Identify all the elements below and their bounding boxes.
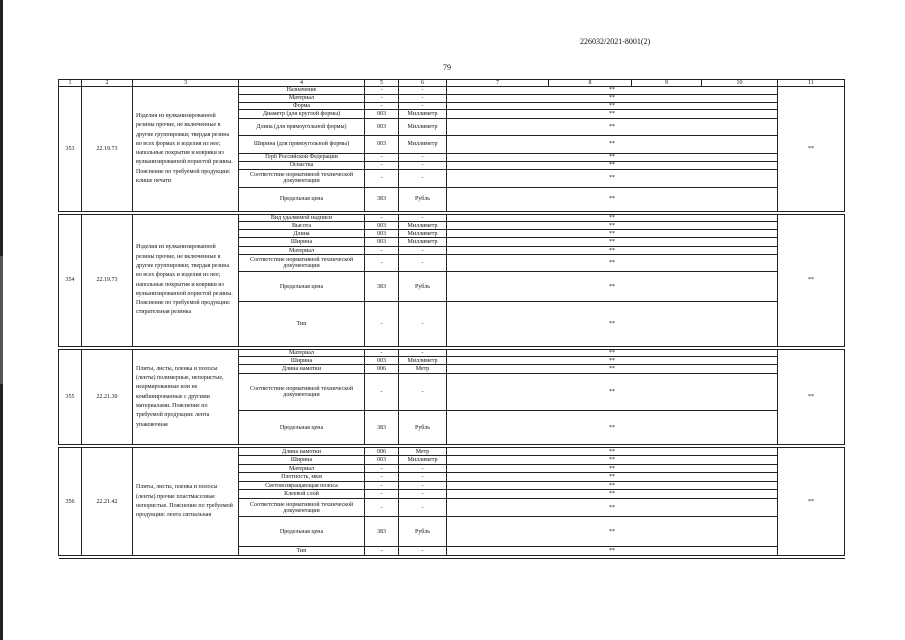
characteristic-value: ** bbox=[447, 272, 778, 302]
characteristic-value: ** bbox=[447, 87, 778, 94]
unit-name: Рубль bbox=[399, 517, 447, 547]
characteristic-value: ** bbox=[447, 214, 778, 221]
unit-name: - bbox=[399, 255, 447, 272]
unit-name: Рубль bbox=[399, 411, 447, 445]
characteristic-name: Предельная цена bbox=[239, 187, 365, 211]
unit-name: Рубль bbox=[399, 187, 447, 211]
characteristic-name: Тип bbox=[239, 302, 365, 347]
unit-code: - bbox=[365, 102, 399, 109]
characteristic-value: ** bbox=[447, 482, 778, 490]
unit-name: - bbox=[399, 247, 447, 255]
unit-name: - bbox=[399, 214, 447, 221]
characteristic-value: ** bbox=[447, 153, 778, 161]
unit-code: 003 bbox=[365, 456, 399, 465]
unit-name: - bbox=[399, 482, 447, 490]
unit-code: - bbox=[365, 94, 399, 102]
separator-cell bbox=[59, 556, 845, 559]
characteristic-value: ** bbox=[447, 118, 778, 135]
unit-code: 003 bbox=[365, 357, 399, 365]
header-cell: 11 bbox=[778, 80, 845, 87]
characteristic-name: Герб Российской Федерации bbox=[239, 153, 365, 161]
characteristic-value: ** bbox=[447, 247, 778, 255]
header-cell: 4 bbox=[239, 80, 365, 87]
characteristic-value: ** bbox=[447, 490, 778, 499]
okpd2-code: 22.21.30 bbox=[82, 350, 133, 445]
characteristic-name: Материал bbox=[239, 350, 365, 357]
characteristic-value: ** bbox=[447, 222, 778, 230]
unit-code: - bbox=[365, 465, 399, 473]
characteristic-value: ** bbox=[447, 365, 778, 374]
characteristic-name: Диаметр (для круглой формы) bbox=[239, 109, 365, 118]
okpd2-code: 22.19.73 bbox=[82, 87, 133, 212]
entry-number: 355 bbox=[59, 350, 82, 445]
entry-number: 356 bbox=[59, 448, 82, 556]
page-number: 79 bbox=[443, 63, 451, 72]
characteristic-value: ** bbox=[447, 499, 778, 517]
characteristic-value: ** bbox=[447, 230, 778, 238]
entry-description: Плиты, листы, пленка и полосы (ленты) полимерные, непористые, неармированные или не комбинированные с другими материалами. Пояснение по требуемой продукции: лента упаковочная bbox=[133, 350, 239, 445]
characteristic-name: Клеевой слой bbox=[239, 490, 365, 499]
characteristic-value: ** bbox=[447, 109, 778, 118]
characteristic-value: ** bbox=[447, 448, 778, 456]
unit-name: - bbox=[399, 94, 447, 102]
unit-code: 383 bbox=[365, 272, 399, 302]
entry-description: Изделия из вулканизированной резины прочие, не включенные в другие группировки; твердая резина во всех формах и изделия из нее; напольные покрытия и коврики из вулканизированной пористой резины. Пояснение по требуемой продукции: клише печати bbox=[133, 87, 239, 212]
unit-code: 383 bbox=[365, 517, 399, 547]
unit-code: - bbox=[365, 350, 399, 357]
unit-name: - bbox=[399, 374, 447, 411]
characteristic-value: ** bbox=[447, 374, 778, 411]
characteristic-value: ** bbox=[447, 411, 778, 445]
table-row bbox=[59, 87, 845, 94]
unit-code: 383 bbox=[365, 187, 399, 211]
unit-name: - bbox=[399, 302, 447, 347]
unit-name: Миллиметр bbox=[399, 222, 447, 230]
unit-name: - bbox=[399, 102, 447, 109]
characteristic-name: Соответствие нормативной технической документации bbox=[239, 374, 365, 411]
entry-number: 353 bbox=[59, 87, 82, 212]
unit-code: - bbox=[365, 255, 399, 272]
unit-code: - bbox=[365, 499, 399, 517]
unit-name: Миллиметр bbox=[399, 357, 447, 365]
characteristic-name: Материал bbox=[239, 247, 365, 255]
unit-code: 003 bbox=[365, 135, 399, 153]
unit-code: - bbox=[365, 214, 399, 221]
unit-code: - bbox=[365, 153, 399, 161]
unit-name: - bbox=[399, 350, 447, 357]
unit-name: - bbox=[399, 153, 447, 161]
header-cell: 6 bbox=[399, 80, 447, 87]
unit-code: - bbox=[365, 87, 399, 94]
unit-name: - bbox=[399, 465, 447, 473]
binding-edge bbox=[0, 0, 3, 640]
unit-code: - bbox=[365, 169, 399, 187]
unit-name: - bbox=[399, 473, 447, 482]
unit-code: 003 bbox=[365, 230, 399, 238]
unit-code: - bbox=[365, 247, 399, 255]
entry-separator bbox=[59, 556, 845, 559]
characteristic-name: Высота bbox=[239, 222, 365, 230]
unit-name: - bbox=[399, 490, 447, 499]
table-body bbox=[59, 87, 845, 559]
header-row bbox=[59, 80, 845, 87]
entry-description: Плиты, листы, пленка и полосы (ленты) прочие пластмассовые непористые. Пояснение по требуемой продукции: лента сигнальная bbox=[133, 448, 239, 556]
characteristic-name: Вид удаляемой надписи bbox=[239, 214, 365, 221]
okpd2-code: 22.19.73 bbox=[82, 214, 133, 346]
unit-code: 383 bbox=[365, 411, 399, 445]
characteristic-name: Материал bbox=[239, 465, 365, 473]
unit-name: Метр bbox=[399, 448, 447, 456]
justification-cell: ** bbox=[778, 214, 845, 346]
unit-code: - bbox=[365, 482, 399, 490]
characteristic-name: Длина bbox=[239, 230, 365, 238]
unit-name: Метр bbox=[399, 365, 447, 374]
okpd2-code: 22.21.42 bbox=[82, 448, 133, 556]
header-cell: 2 bbox=[82, 80, 133, 87]
characteristic-value: ** bbox=[447, 456, 778, 465]
unit-name: Миллиметр bbox=[399, 135, 447, 153]
unit-code: 006 bbox=[365, 365, 399, 374]
characteristic-name: Плотность, мкм bbox=[239, 473, 365, 482]
unit-code: - bbox=[365, 161, 399, 169]
header-cell: 8 bbox=[549, 80, 632, 87]
unit-code: - bbox=[365, 473, 399, 482]
header-cell: 1 bbox=[59, 80, 82, 87]
unit-code: 003 bbox=[365, 222, 399, 230]
header-cell: 7 bbox=[447, 80, 549, 87]
table-row bbox=[59, 448, 845, 456]
table-row bbox=[59, 214, 845, 221]
characteristic-name: Предельная цена bbox=[239, 517, 365, 547]
characteristic-name: Предельная цена bbox=[239, 411, 365, 445]
characteristic-value: ** bbox=[447, 357, 778, 365]
document-number: 226032/2021-8001(2) bbox=[580, 37, 651, 46]
entry-number: 354 bbox=[59, 214, 82, 346]
justification-cell: ** bbox=[778, 87, 845, 212]
unit-code: 006 bbox=[365, 448, 399, 456]
characteristic-name: Оснастка bbox=[239, 161, 365, 169]
unit-name: Миллиметр bbox=[399, 456, 447, 465]
characteristic-name: Назначение bbox=[239, 87, 365, 94]
characteristic-name: Ширина bbox=[239, 357, 365, 365]
characteristic-value: ** bbox=[447, 302, 778, 347]
characteristic-value: ** bbox=[447, 473, 778, 482]
characteristic-value: ** bbox=[447, 465, 778, 473]
unit-code: - bbox=[365, 547, 399, 556]
unit-name: - bbox=[399, 161, 447, 169]
characteristic-value: ** bbox=[447, 102, 778, 109]
justification-cell: ** bbox=[778, 350, 845, 445]
characteristic-name: Световозвращающая полоса bbox=[239, 482, 365, 490]
characteristic-name: Материал bbox=[239, 94, 365, 102]
unit-name: Миллиметр bbox=[399, 238, 447, 247]
characteristic-name: Ширина bbox=[239, 456, 365, 465]
characteristic-value: ** bbox=[447, 94, 778, 102]
header-cell: 9 bbox=[632, 80, 702, 87]
characteristic-name: Форма bbox=[239, 102, 365, 109]
characteristic-name: Ширина (для прямоугольной формы) bbox=[239, 135, 365, 153]
unit-code: 003 bbox=[365, 118, 399, 135]
characteristic-name: Длина (для прямоугольной формы) bbox=[239, 118, 365, 135]
unit-code: - bbox=[365, 490, 399, 499]
unit-name: Миллиметр bbox=[399, 109, 447, 118]
characteristic-value: ** bbox=[447, 238, 778, 247]
characteristic-value: ** bbox=[447, 517, 778, 547]
unit-name: - bbox=[399, 547, 447, 556]
header-cell: 5 bbox=[365, 80, 399, 87]
justification-cell: ** bbox=[778, 448, 845, 556]
specification-table bbox=[58, 79, 845, 559]
characteristic-name: Тип bbox=[239, 547, 365, 556]
characteristic-value: ** bbox=[447, 255, 778, 272]
characteristic-name: Соответствие нормативной технической документации bbox=[239, 255, 365, 272]
unit-name: - bbox=[399, 169, 447, 187]
characteristic-name: Соответствие нормативной технической документации bbox=[239, 169, 365, 187]
unit-code: 003 bbox=[365, 238, 399, 247]
unit-name: Миллиметр bbox=[399, 230, 447, 238]
header-cell: 3 bbox=[133, 80, 239, 87]
characteristic-name: Ширина bbox=[239, 238, 365, 247]
characteristic-value: ** bbox=[447, 350, 778, 357]
unit-name: - bbox=[399, 499, 447, 517]
unit-code: - bbox=[365, 374, 399, 411]
characteristic-value: ** bbox=[447, 169, 778, 187]
characteristic-value: ** bbox=[447, 187, 778, 211]
header-cell: 10 bbox=[702, 80, 778, 87]
unit-name: Миллиметр bbox=[399, 118, 447, 135]
characteristic-name: Длина намотки bbox=[239, 448, 365, 456]
characteristic-value: ** bbox=[447, 135, 778, 153]
characteristic-name: Соответствие нормативной технической документации bbox=[239, 499, 365, 517]
characteristic-name: Длина намотки bbox=[239, 365, 365, 374]
unit-code: 003 bbox=[365, 109, 399, 118]
unit-name: Рубль bbox=[399, 272, 447, 302]
characteristic-value: ** bbox=[447, 547, 778, 556]
characteristic-name: Предельная цена bbox=[239, 272, 365, 302]
characteristic-value: ** bbox=[447, 161, 778, 169]
table-row bbox=[59, 350, 845, 357]
unit-name: - bbox=[399, 87, 447, 94]
entry-description: Изделия из вулканизированной резины прочие, не включенные в другие группировки; твердая резина во всех формах и изделия из нее; напольные покрытия и коврики из вулканизированной пористой резины. Пояснение по требуемой продукции: стирательная резинка bbox=[133, 214, 239, 346]
unit-code: - bbox=[365, 302, 399, 347]
